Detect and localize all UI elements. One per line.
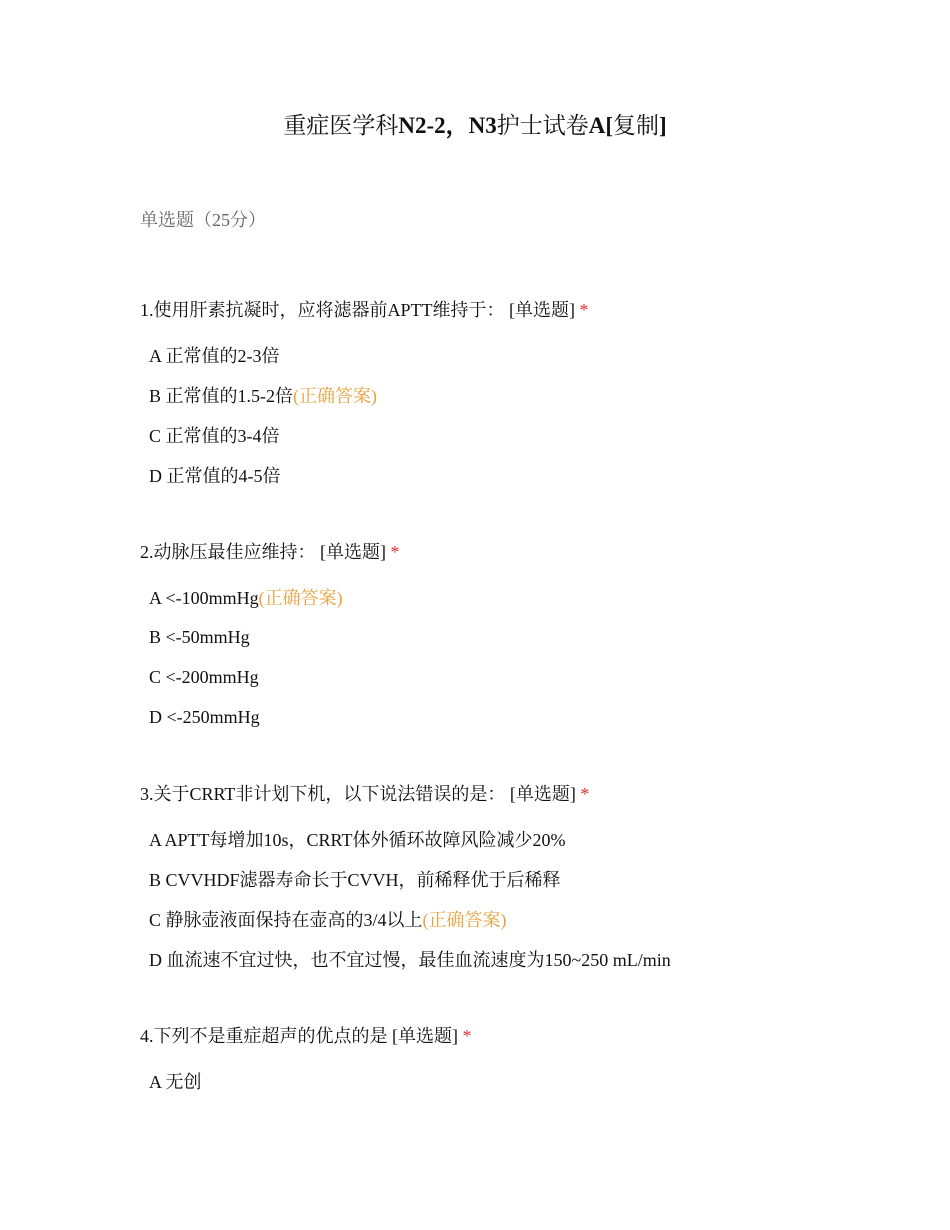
title-part-3: 护士试卷 <box>496 113 589 138</box>
option-2a <box>149 585 343 611</box>
title-part-6: ] <box>659 113 667 138</box>
document-title <box>0 110 950 142</box>
question-text: 4.下列不是重症超声的优点的是 [单选题] <box>140 1026 458 1046</box>
option-3c <box>149 907 507 933</box>
option-text: B CVVHDF滤器寿命长于CVVH，前稀释优于后稀释 <box>149 870 561 890</box>
option-text: B 正常值的1.5-2倍 <box>149 386 293 406</box>
section-heading: 单选题（25分） <box>140 210 266 230</box>
option-3d <box>149 947 671 973</box>
title-part-1: 重症医学科 <box>283 113 399 138</box>
option-text: C 正常值的3-4倍 <box>149 426 280 446</box>
option-1a <box>149 343 280 369</box>
option-2b <box>149 624 250 650</box>
title-part-5: 复制 <box>613 113 659 138</box>
correct-answer-tag: (正确答案) <box>293 386 377 406</box>
required-mark: * <box>579 300 589 320</box>
option-text: A 无创 <box>149 1072 202 1092</box>
option-1d <box>149 463 281 489</box>
option-2c <box>149 664 259 690</box>
question-1 <box>140 297 589 323</box>
option-3a <box>149 827 565 853</box>
option-3b <box>149 867 561 893</box>
title-part-4: A[ <box>588 113 613 138</box>
option-text: C 静脉壶液面保持在壶高的3/4以上 <box>149 910 423 930</box>
option-text: A <-100mmHg <box>149 588 259 608</box>
option-text: B <-50mmHg <box>149 627 250 647</box>
title-part-2: N2-2，N3 <box>398 113 497 138</box>
option-text: A APTT每增加10s，CRRT体外循环故障风险减少20% <box>149 830 566 850</box>
question-text: 1.使用肝素抗凝时，应将滤器前APTT维持于： [单选题] <box>140 300 575 320</box>
option-text: D 正常值的4-5倍 <box>149 466 281 486</box>
option-text: D 血流速不宜过快，也不宜过慢，最佳血流速度为150~250 mL/min <box>149 950 671 970</box>
option-1c <box>149 423 280 449</box>
correct-answer-tag: (正确答案) <box>422 910 507 930</box>
option-4a <box>149 1069 202 1095</box>
option-text: A 正常值的2-3倍 <box>149 346 280 366</box>
question-3 <box>140 781 589 807</box>
option-2d <box>149 704 260 730</box>
required-mark: * <box>390 542 400 562</box>
question-text: 2.动脉压最佳应维持： [单选题] <box>140 542 386 562</box>
required-mark: * <box>580 784 590 804</box>
question-4 <box>140 1023 472 1049</box>
option-text: D <-250mmHg <box>149 707 260 727</box>
question-text: 3.关于CRRT非计划下机，以下说法错误的是： [单选题] <box>140 784 576 804</box>
option-text: C <-200mmHg <box>149 667 259 687</box>
required-mark: * <box>462 1026 472 1046</box>
correct-answer-tag: (正确答案) <box>258 588 343 608</box>
question-2 <box>140 539 400 565</box>
option-1b <box>149 383 377 409</box>
